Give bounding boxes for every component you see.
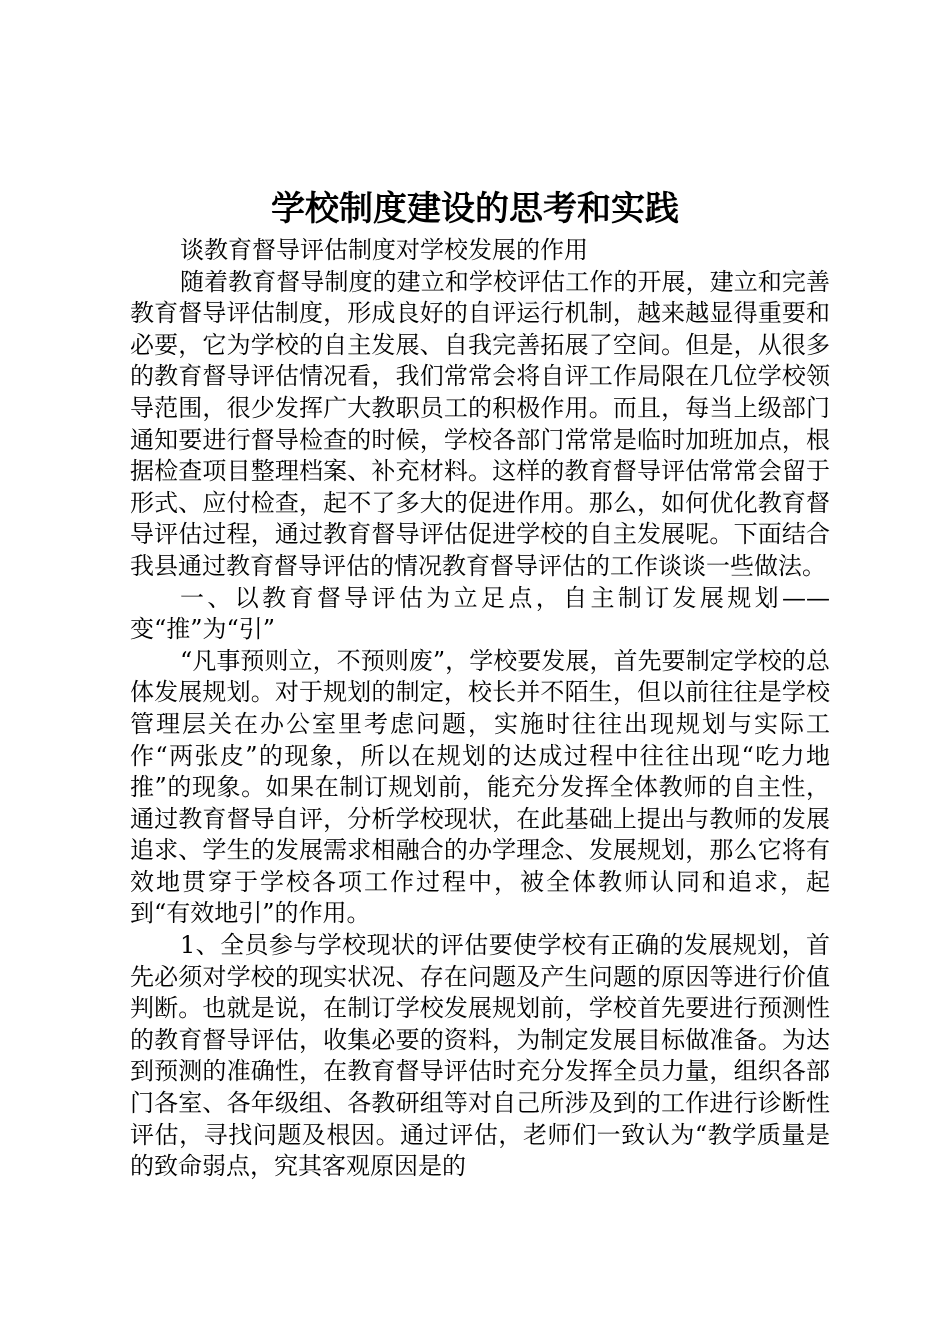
document-title: 学校制度建设的思考和实践 bbox=[271, 189, 679, 229]
body-paragraph: “凡事预则立，不预则废”，学校要发展，首先要制定学校的总体发展规划。对于规划的制定，校长并不陌生，但以前往往是学校管理层关在办公室里考虑问题，实施时往往出现规划与实际工作“两张皮”的现象，所以在规划的达成过程中往往出现“吃力地推”的现象。如果在制订规划前，能充分发挥全体教师的自主性，通过教育督导自评，分析学校现状，在此基础上提出与教师的发展追求、学生的发展需求相融合的办学理念、发展规划，那么它将有效地贯穿于学校各项工作过程中，被全体教师认同和追求，起到“有效地引”的作用。 bbox=[130, 646, 830, 928]
section-heading: 一、以教育督导评估为立足点，自主制订发展规划——变“推”为“引” bbox=[130, 583, 830, 644]
document-body bbox=[130, 235, 830, 1183]
subtitle-paragraph: 谈教育督导评估制度对学校发展的作用 bbox=[180, 236, 588, 264]
body-paragraph: 随着教育督导制度的建立和学校评估工作的开展，建立和完善教育督导评估制度，形成良好的自评运行机制，越来越显得重要和必要，它为学校的自主发展、自我完善拓展了空间。但是，从很多的教育督导评估情况看，我们常常会将自评工作局限在几位学校领导范围，很少发挥广大教职员工的积极作用。而且，每当上级部门通知要进行督导检查的时候，学校各部门常常是临时加班加点，根据检查项目整理档案、补充材料。这样的教育督导评估常常会留于形式、应付检查，起不了多大的促进作用。那么，如何优化教育督导评估过程，通过教育督导评估促进学校的自主发展呢。下面结合我县通过教育督导评估的情况教育督导评估的工作谈谈一些做法。 bbox=[130, 267, 830, 580]
body-paragraph: 1、全员参与学校现状的评估要使学校有正确的发展规划，首先必须对学校的现实状况、存在问题及产生问题的原因等进行价值判断。也就是说，在制订学校发展规划前，学校首先要进行预测性的教育督导评估，收集必要的资料，为制定发展目标做准备。为达到预测的准确性，在教育督导评估时充分发挥全员力量，组织各部门各室、各年级组、各教研组等对自己所涉及到的工作进行诊断性评估，寻找问题及根因。通过评估，老师们一致认为“教学质量是的致命弱点，究其客观原因是的 bbox=[130, 931, 830, 1181]
